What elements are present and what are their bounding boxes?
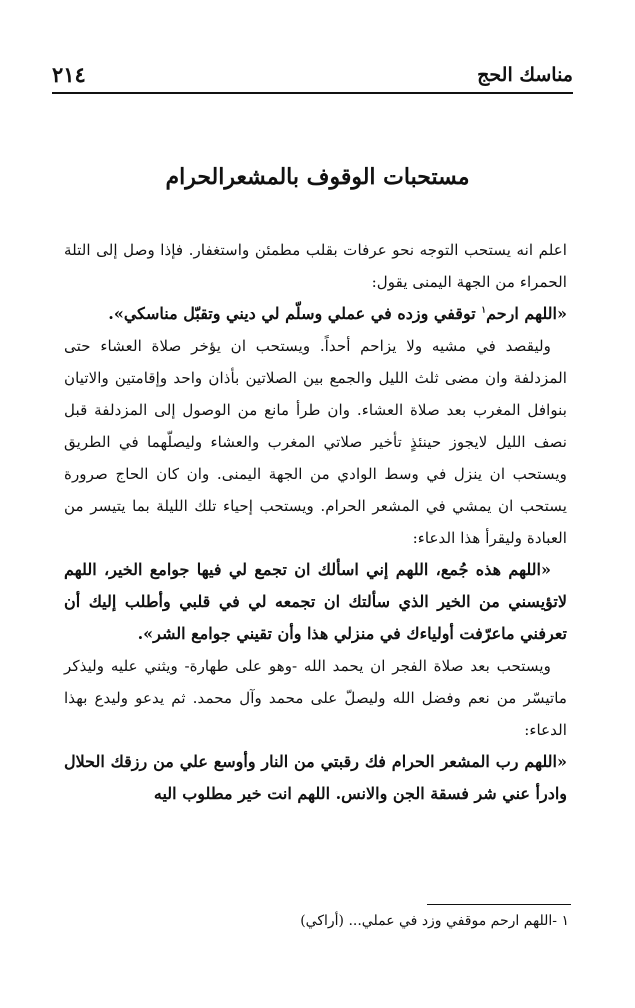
paragraph-muzdalifah: وليقصد في مشيه ولا يزاحم أحداً. ويستحب ان يؤخر صلاة العشاء حتى المزدلفة وان مضى ثلث الليل والجمع بين الصلاتين بأذان واحد وإقامتين والاتيان بنوافل المغرب بعد صلاة العشاء. وان طرأ مانع من الوصول إلى المزدلفة قبل نصف الليل لايجوز حينئذٍ تأخير صلاتي المغرب والعشاء وليصلّهما في الطريق ويستحب ان ينزل في وسط الوادي من الجهة اليمنى. وان كان الحاج صرورة يستحب ان يمشي في المشعر الحرام. ويستحب إحياء تلك الليلة بما يتيسر من العبادة وليقرأ هذا الدعاء: <box>64 337 567 547</box>
dua-1-start: «اللهم ارحم <box>486 304 567 323</box>
dua-1 <box>64 298 567 330</box>
page-header <box>52 62 573 94</box>
paragraph-intro: اعلم انه يستحب التوجه نحو عرفات بقلب مطمئن واستغفار. فإذا وصل إلى التلة الحمراء من الجهة اليمنى يقول: <box>64 241 567 291</box>
body-text <box>64 234 567 810</box>
footnote-marker: ١ <box>481 305 487 316</box>
section-title: مستحبات الوقوف بالمشعرالحرام <box>165 164 470 190</box>
dua-3: «اللهم رب المشعر الحرام فك رقبتي من النار وأوسع علي من رزقك الحلال وادرأ عني شر فسقة الجن والانس. اللهم انت خير مطلوب اليه <box>64 752 567 803</box>
dua-1-end: توقفي وزده في عملي وسلّم لي ديني وتقبّل مناسكي». <box>108 304 482 323</box>
running-title: مناسك الحج <box>477 64 573 86</box>
dua-2: «اللهم هذه جُمع، اللهم إني اسألك ان تجمع لي فيها جوامع الخير، اللهم لاتؤيسني من الخير الذي سألتك ان تجمعه لي في قلبي وأطلب إليك أن تعرفني ماعرّفت أولياءك في منزلي هذا وأن تقيني جوامع الشر». <box>64 560 567 643</box>
paragraph-fajr: ويستحب بعد صلاة الفجر ان يحمد الله -وهو على طهارة- ويثني عليه وليذكر ماتيسّر من نعم وفضل الله وليصلّ على محمد وآل محمد. ثم يدعو وليدع بهذا الدعاء: <box>64 657 567 739</box>
footnote-divider <box>427 904 571 905</box>
footnote: ١ -اللهم ارحم موقفي وزد في عملي... (أراكي) <box>300 913 569 929</box>
page-number: ٢١٤ <box>52 62 86 87</box>
